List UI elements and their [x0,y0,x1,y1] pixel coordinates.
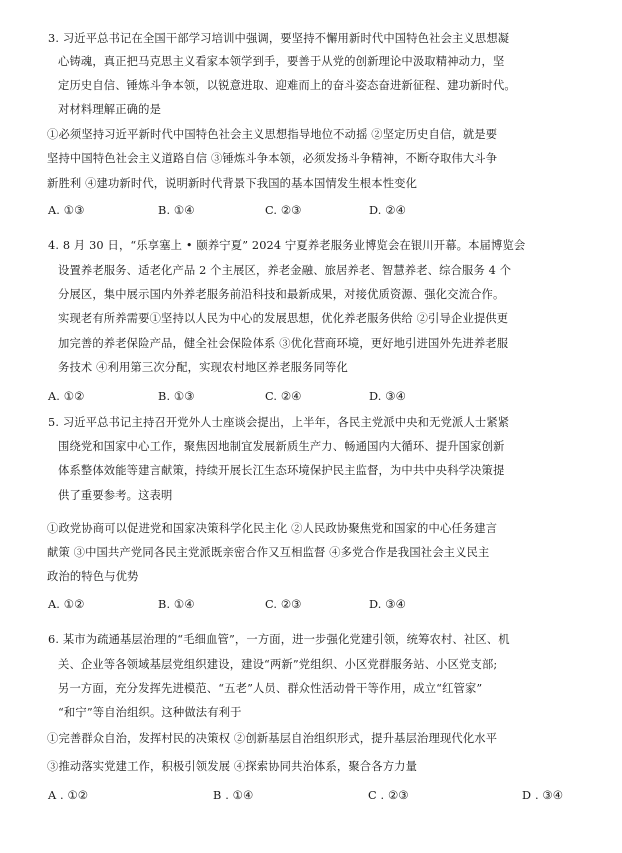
question-6-line-2: 关、企业等各领域基层党组织建设，建设“两新”党组织、小区党群服务站、小区党支部; [58,658,498,671]
question-4-line-4: 实现老有所养需要①坚持以人民为中心的发展思想，优化养老服务供给 ②引导企业提供更 [58,312,509,325]
option-d[interactable]: D. ②④ [369,204,406,217]
question-4-line-3: 分展区，集中展示国内外养老服务前沿科技和最新成果，对接优质资源、强化交流合作。 [58,288,505,301]
option-c[interactable]: C. ②④ [265,390,302,403]
question-5-line-2: 围绕党和国家中心工作，聚焦因地制宜发展新质生产力、畅通国内大循环、提升国家创新 [58,440,505,453]
option-b[interactable]: B. ①④ [158,204,195,217]
option-c[interactable]: C. ②③ [265,204,302,217]
question-6-line-1: 6. 某市为疏通基层治理的“毛细血管”，一方面，进一步强化党建引领，统筹农村、社区、机 [48,633,510,646]
option-b[interactable]: B . ①④ [213,789,254,802]
question-5-line-1: 5. 习近平总书记主持召开党外人士座谈会提出，上半年，各民主党派中央和无党派人士紧紧 [48,416,510,429]
question-4-line-1: 4. 8 月 30 日，“乐享塞上 • 颐养宁夏” 2024 宁夏养老服务业博览会在银川开幕。本届博览会 [48,239,526,252]
question-4-line-6: 务技术 ④利用第三次分配，实现农村地区养老服务同等化 [58,361,348,374]
option-a[interactable]: A. ①② [48,598,85,611]
option-b[interactable]: B. ①④ [158,598,195,611]
question-6-line-6: ③推动落实党建工作，积极引领发展 ④探索协同共治体系，聚合各方力量 [47,760,418,773]
option-b[interactable]: B. ①③ [158,390,195,403]
option-a[interactable]: A. ①② [48,390,85,403]
question-6-options [48,790,588,804]
question-3-line-4: 对材料理解正确的是 [58,103,162,116]
question-5-line-4: 供了重要参考。这表明 [58,489,173,502]
question-6-line-4: “和宁”等自治组织。这种做法有利于 [58,706,242,719]
option-d[interactable]: D . ③④ [522,789,563,802]
question-3-line-1: 3. 习近平总书记在全国干部学习培训中强调，要坚持不懈用新时代中国特色社会主义思想凝 [48,32,510,45]
question-5-line-5: ①政党协商可以促进党和国家决策科学化民主化 ②人民政协聚焦党和国家的中心任务建言 [47,522,498,535]
question-3-options [48,205,588,219]
question-4-line-2: 设置养老服务、适老化产品 2 个主展区，养老金融、旅居养老、智慧养老、综合服务 4 个 [58,264,512,277]
question-5-line-7: 政治的特色与优势 [47,570,139,583]
question-3-line-2: 心铸魂，真正把马克思主义看家本领学到手，要善于从党的创新理论中汲取精神动力，坚 [58,55,505,68]
question-6-line-3: 另一方面，充分发挥先进模范、“五老”人员、群众性活动骨干等作用，成立“红管家” [58,682,483,695]
question-3-line-5: ①必须坚持习近平新时代中国特色社会主义思想指导地位不动摇 ②坚定历史自信，就是要 [47,128,498,141]
question-5-line-6: 献策 ③中国共产党同各民主党派既亲密合作又互相监督 ④多党合作是我国社会主义民主 [47,546,490,559]
option-a[interactable]: A. ①③ [48,204,85,217]
option-c[interactable]: C. ②③ [265,598,302,611]
question-4-line-5: 加完善的养老保险产品，健全社会保险体系 ③优化营商环境，更好地引进国外先进养老服 [58,337,509,350]
option-a[interactable]: A . ①② [48,789,89,802]
question-3-line-6: 坚持中国特色社会主义道路自信 ③锤炼斗争本领，必须发扬斗争精神，不断夺取伟大斗争 [47,152,498,165]
question-3-line-7: 新胜利 ④建功新时代，说明新时代背景下我国的基本国情发生根本性变化 [47,177,418,190]
option-d[interactable]: D. ③④ [369,390,406,403]
question-5-options [48,599,588,613]
question-4-options [48,391,588,405]
question-5-line-3: 体系整体效能等建言献策，持续开展长江生态环境保护民主监督，为中共中央科学决策提 [58,464,505,477]
question-3-line-3: 定历史自信、锤炼斗争本领，以锐意进取、迎难而上的奋斗姿态奋进新征程、建功新时代。 [58,79,516,92]
option-c[interactable]: C . ②③ [368,789,409,802]
option-d[interactable]: D. ③④ [369,598,406,611]
question-6-line-5: ①完善群众自治，发挥村民的决策权 ②创新基层自治组织形式，提升基层治理现代化水平 [47,732,498,745]
